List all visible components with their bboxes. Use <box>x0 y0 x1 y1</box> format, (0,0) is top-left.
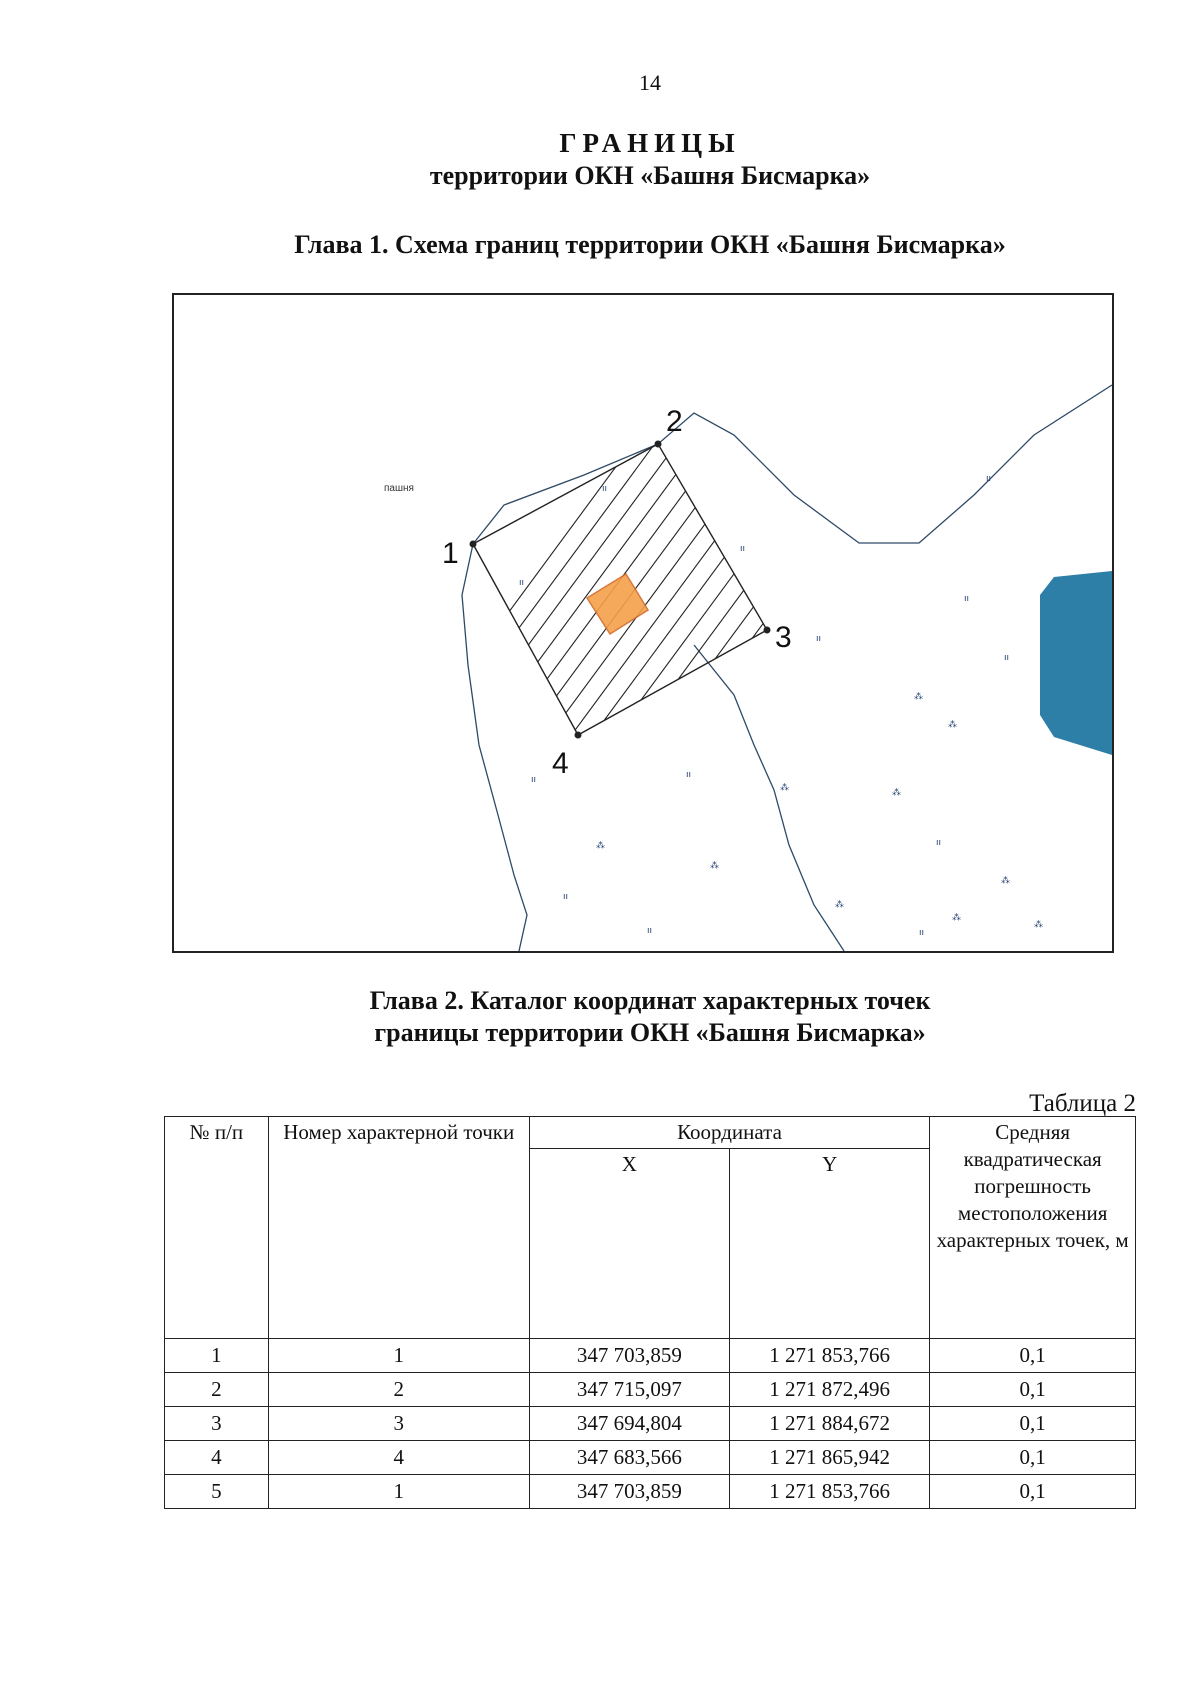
table-row <box>165 1373 1136 1407</box>
cell-point: 2 <box>268 1373 529 1407</box>
cell-y: 1 271 853,766 <box>730 1475 930 1509</box>
point-label-1: 1 <box>442 537 459 570</box>
cell-accuracy: 0,1 <box>930 1475 1136 1509</box>
svg-text:⁂: ⁂ <box>892 788 901 798</box>
svg-text:⁂: ⁂ <box>596 841 605 851</box>
cell-index: 1 <box>165 1339 269 1373</box>
svg-text:ıı: ıı <box>964 594 970 604</box>
cell-x: 347 703,859 <box>529 1475 729 1509</box>
table-header-row <box>165 1117 1136 1149</box>
page-title: ГРАНИЦЫ <box>559 128 741 158</box>
cell-y: 1 271 853,766 <box>730 1339 930 1373</box>
svg-text:ıı: ıı <box>519 578 525 588</box>
water-body <box>1040 571 1112 755</box>
svg-text:⁂: ⁂ <box>1034 920 1043 930</box>
cell-point: 1 <box>268 1475 529 1509</box>
svg-text:ıı: ıı <box>563 892 569 902</box>
coordinates-table <box>164 1116 1136 1509</box>
svg-text:⁂: ⁂ <box>948 720 957 730</box>
point-label-4: 4 <box>552 747 569 780</box>
svg-text:⁂: ⁂ <box>710 861 719 871</box>
chapter2-heading <box>0 985 1200 1049</box>
header-accuracy: Средняя квадратическая погрешность местоположения характерных точек, м <box>930 1117 1136 1339</box>
point-label-3: 3 <box>775 621 792 654</box>
header-coordinate: Координата <box>529 1117 930 1149</box>
chapter2-heading-line1: Глава 2. Каталог координат характерных точек <box>369 986 931 1015</box>
cell-x: 347 694,804 <box>529 1407 729 1441</box>
cell-y: 1 271 872,496 <box>730 1373 930 1407</box>
land-label: пашня <box>384 483 414 494</box>
svg-text:ıı: ıı <box>602 484 608 494</box>
header-y: Y <box>730 1149 930 1339</box>
cell-index: 4 <box>165 1441 269 1475</box>
svg-text:ıı: ıı <box>686 770 692 780</box>
svg-text:⁂: ⁂ <box>914 692 923 702</box>
cell-x: 347 715,097 <box>529 1373 729 1407</box>
boundary-map-svg <box>174 295 1112 951</box>
page-number: 14 <box>639 70 661 95</box>
cell-point: 1 <box>268 1339 529 1373</box>
table-caption: Таблица 2 <box>1029 1090 1136 1117</box>
svg-text:⁂: ⁂ <box>780 783 789 793</box>
cell-point: 4 <box>268 1441 529 1475</box>
point-label-2: 2 <box>666 405 683 438</box>
svg-text:ıı: ıı <box>936 838 942 848</box>
svg-text:ıı: ıı <box>986 474 992 484</box>
svg-text:ıı: ıı <box>531 775 537 785</box>
svg-text:⁂: ⁂ <box>1001 876 1010 886</box>
cell-index: 5 <box>165 1475 269 1509</box>
header-point: Номер характерной точки <box>268 1117 529 1339</box>
svg-text:ıı: ıı <box>816 634 822 644</box>
svg-text:ıı: ıı <box>1004 653 1010 663</box>
cell-x: 347 703,859 <box>529 1339 729 1373</box>
title-block <box>0 128 1200 191</box>
svg-text:ıı: ıı <box>647 926 653 936</box>
cell-index: 3 <box>165 1407 269 1441</box>
hatched-boundary <box>374 415 1070 951</box>
boundary-map <box>172 293 1114 953</box>
cell-index: 2 <box>165 1373 269 1407</box>
cell-point: 3 <box>268 1407 529 1441</box>
cell-y: 1 271 865,942 <box>730 1441 930 1475</box>
chapter2-heading-line2: границы территории ОКН «Башня Бисмарка» <box>374 1018 926 1047</box>
cell-x: 347 683,566 <box>529 1441 729 1475</box>
cell-accuracy: 0,1 <box>930 1339 1136 1373</box>
chapter1-heading: Глава 1. Схема границ территории ОКН «Башня Бисмарка» <box>294 230 1006 259</box>
header-index: № п/п <box>165 1117 269 1339</box>
svg-text:⁂: ⁂ <box>835 900 844 910</box>
table-row <box>165 1339 1136 1373</box>
table-row <box>165 1407 1136 1441</box>
table-row <box>165 1475 1136 1509</box>
page-subtitle: территории ОКН «Башня Бисмарка» <box>429 161 871 190</box>
cell-accuracy: 0,1 <box>930 1373 1136 1407</box>
cell-accuracy: 0,1 <box>930 1441 1136 1475</box>
terrain-contours <box>462 385 1112 951</box>
land-symbols <box>519 474 1043 938</box>
header-x: X <box>529 1149 729 1339</box>
svg-text:⁂: ⁂ <box>952 913 961 923</box>
cell-y: 1 271 884,672 <box>730 1407 930 1441</box>
svg-text:ıı: ıı <box>919 928 925 938</box>
table-row <box>165 1441 1136 1475</box>
cell-accuracy: 0,1 <box>930 1407 1136 1441</box>
svg-text:ıı: ıı <box>740 544 746 554</box>
